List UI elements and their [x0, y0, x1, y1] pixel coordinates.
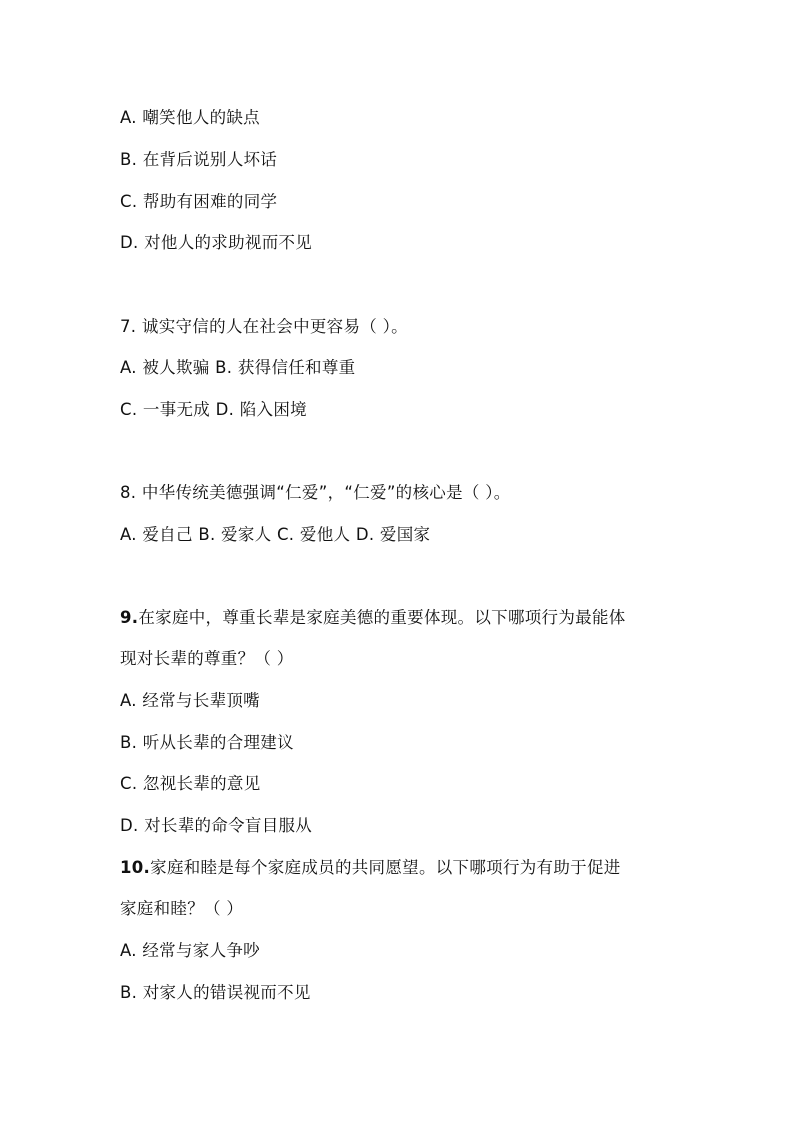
- q9-option-c: C. 忽视长辈的意见: [120, 774, 261, 793]
- q6-option-a: A. 嘲笑他人的缺点: [120, 108, 260, 127]
- q10-number: 10.: [120, 858, 151, 877]
- q6-option-b: B. 在背后说别人坏话: [120, 150, 278, 169]
- q7-stem: 7. 诚实守信的人在社会中更容易（ ）。: [120, 317, 408, 336]
- q6-option-c: C. 帮助有困难的同学: [120, 192, 278, 211]
- q9-option-d: D. 对长辈的命令盲目服从: [120, 816, 313, 835]
- q8-stem: 8. 中华传统美德强调“仁爱”，“仁爱”的核心是（ ）。: [120, 483, 511, 502]
- q10-option-b: B. 对家人的错误视而不见: [120, 983, 311, 1002]
- q9-number: 9.: [120, 608, 139, 627]
- q6-option-d: D. 对他人的求助视而不见: [120, 233, 313, 252]
- q10-stem-line2: 家庭和睦？（ ）: [120, 899, 244, 918]
- q10-stem-line1: [120, 856, 621, 880]
- q10-option-a: A. 经常与家人争吵: [120, 941, 260, 960]
- q9-stem-line2: 现对长辈的尊重？（ ）: [120, 649, 294, 668]
- q9-option-b: B. 听从长辈的合理建议: [120, 733, 294, 752]
- q10-stem-text: 家庭和睦是每个家庭成员的共同愿望。以下哪项行为有助于促进: [150, 858, 621, 877]
- q9-stem-text: 在家庭中，尊重长辈是家庭美德的重要体现。以下哪项行为最能体: [138, 608, 626, 627]
- q7-options-line2: C. 一事无成 D. 陷入困境: [120, 400, 307, 419]
- q7-options-line1: A. 被人欺骗 B. 获得信任和尊重: [120, 358, 356, 377]
- q9-stem-line1: [120, 606, 626, 630]
- q8-options: A. 爱自己 B. 爱家人 C. 爱他人 D. 爱国家: [120, 525, 431, 544]
- q9-option-a: A. 经常与长辈顶嘴: [120, 691, 260, 710]
